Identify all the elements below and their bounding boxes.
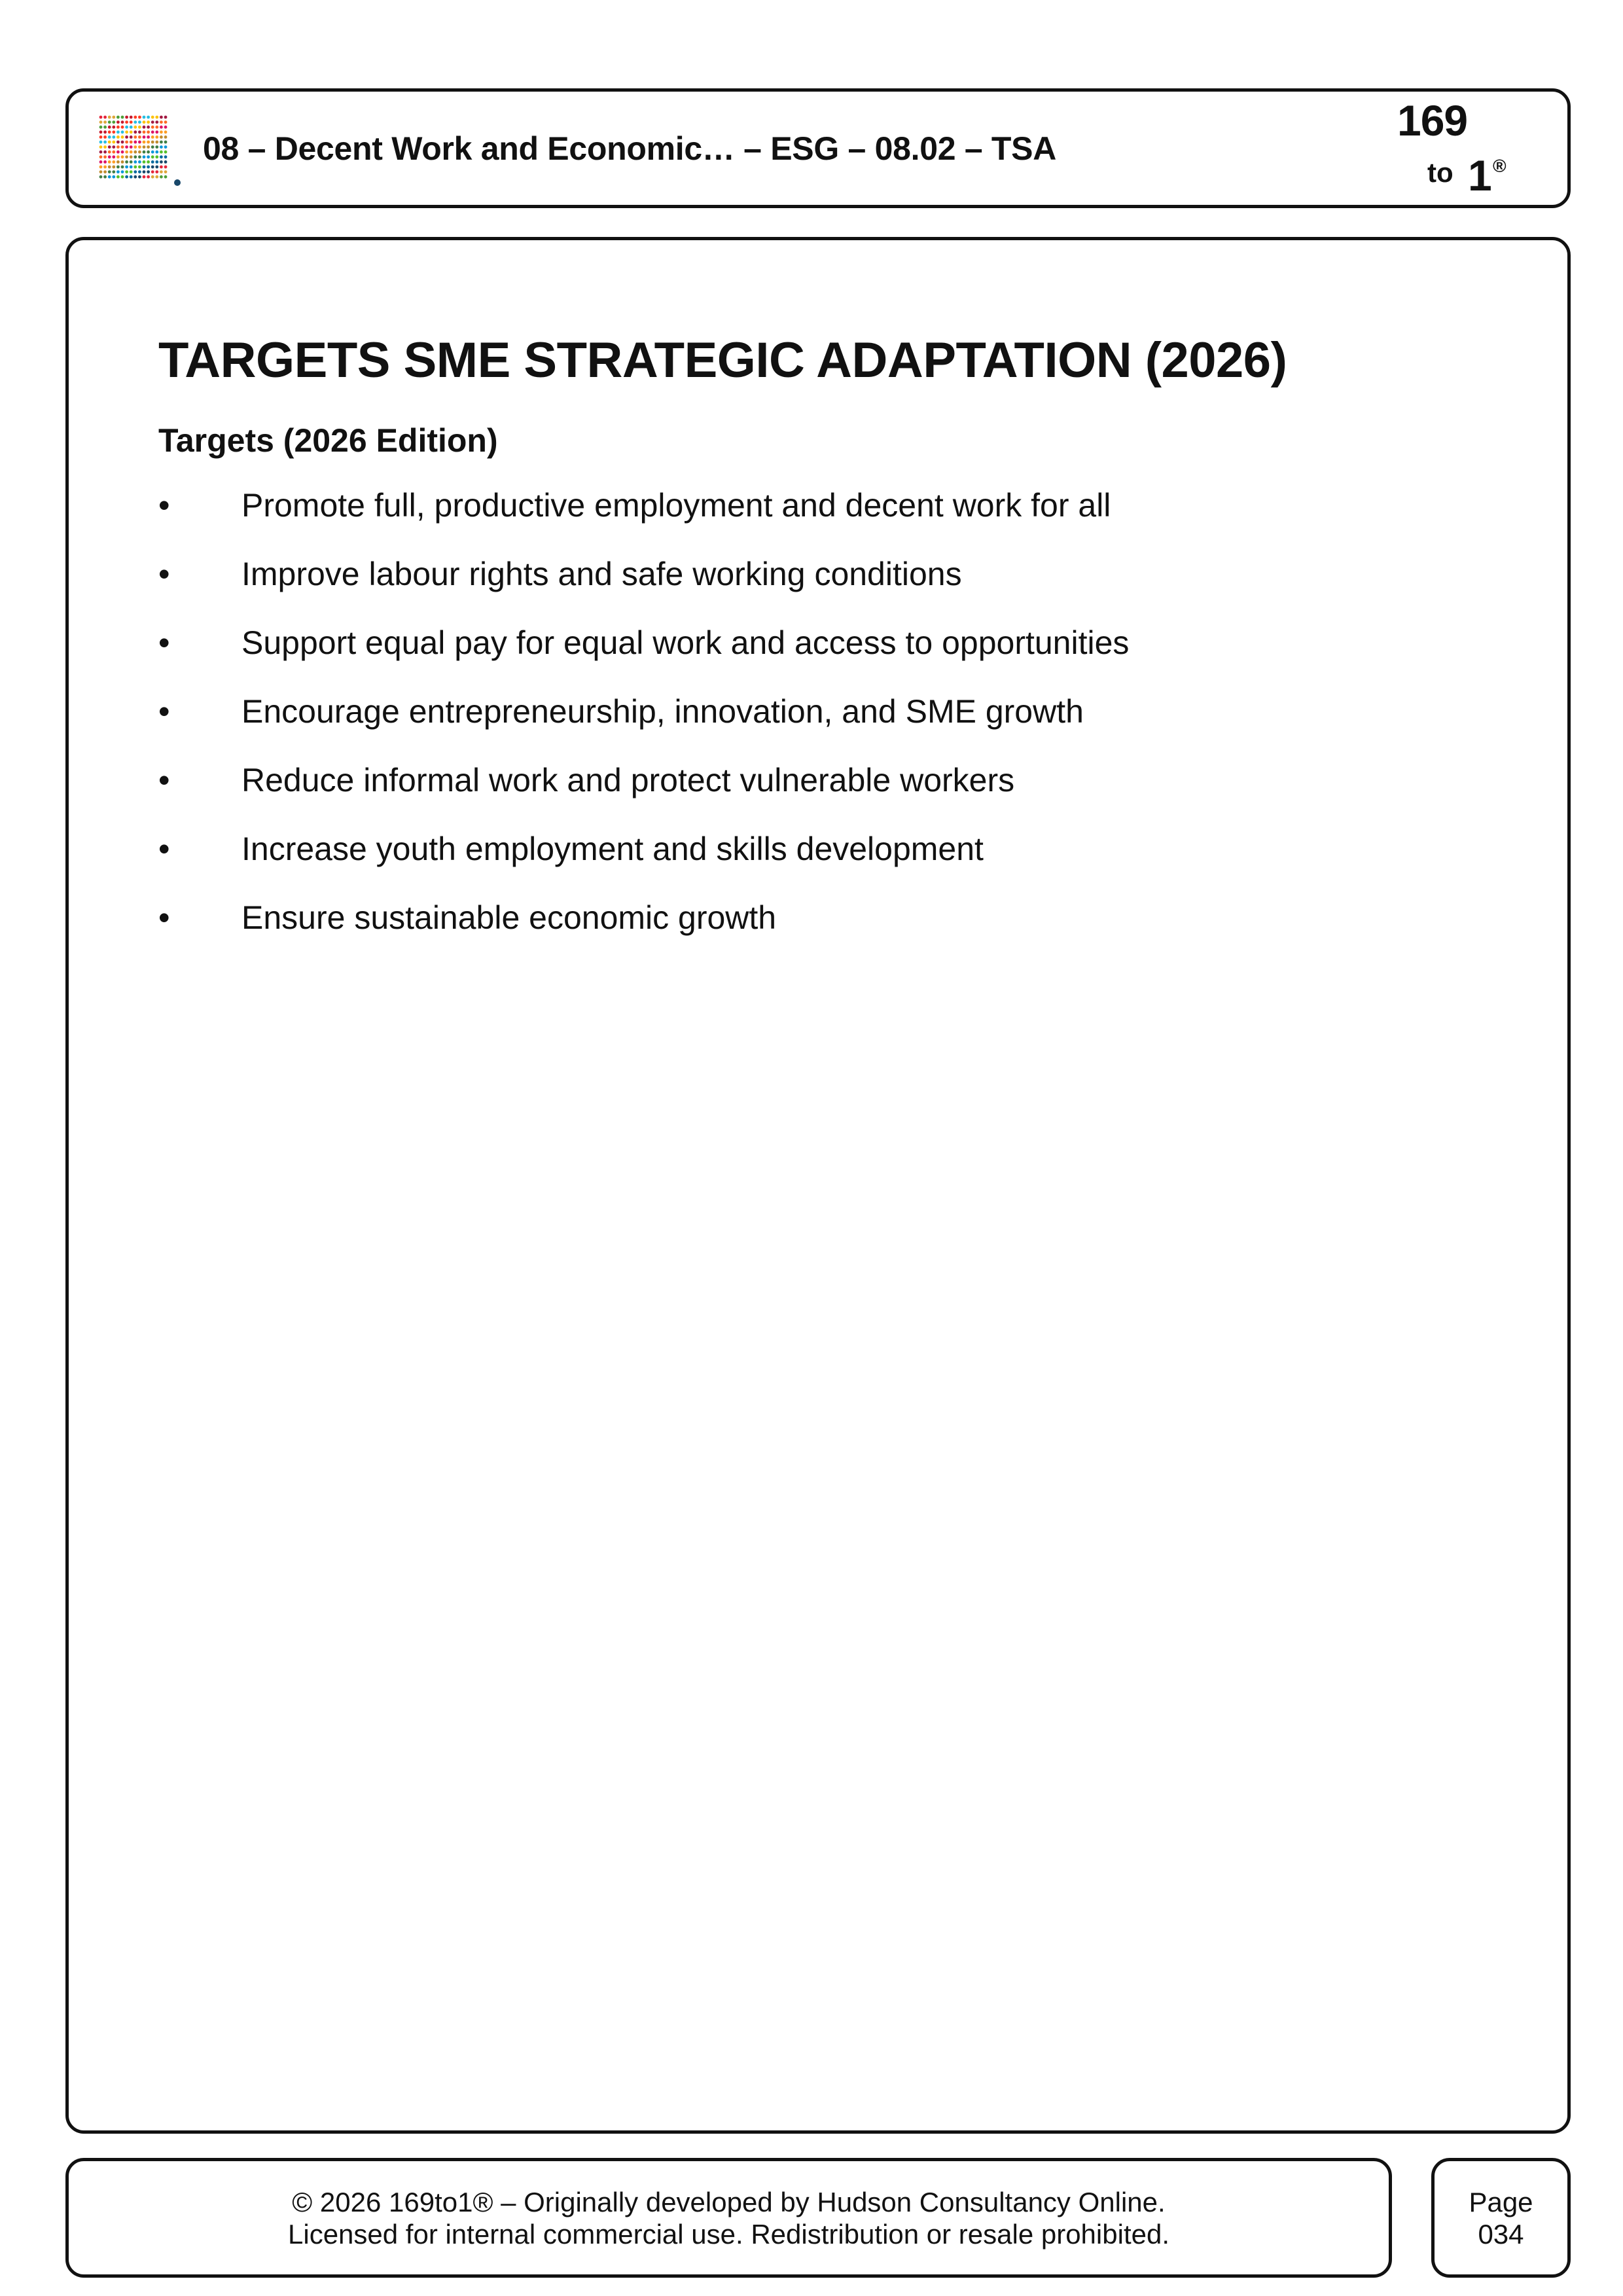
logo-dot — [151, 175, 154, 179]
logo-dot — [130, 120, 133, 124]
logo-dot — [116, 151, 120, 154]
logo-dot — [138, 175, 141, 179]
logo-dot — [155, 160, 158, 164]
logo-dot — [121, 175, 124, 179]
logo-dot — [103, 130, 107, 134]
logo-dot — [155, 145, 158, 149]
logo-dot — [108, 116, 111, 119]
copyright-footer — [65, 2158, 1392, 2278]
logo-dot — [134, 120, 137, 124]
logo-dot — [125, 130, 128, 134]
logo-dot — [103, 155, 107, 158]
logo-dot — [143, 141, 146, 144]
logo-dot — [160, 135, 163, 139]
logo-dot — [164, 160, 168, 164]
logo-dot — [108, 151, 111, 154]
logo-dot — [160, 116, 163, 119]
logo-dot — [130, 126, 133, 129]
target-text: Support equal pay for equal work and access to opportunities — [241, 624, 1130, 661]
logo-dot — [143, 145, 146, 149]
logo-dot — [143, 130, 146, 134]
logo-dot — [155, 116, 158, 119]
logo-dot — [103, 175, 107, 179]
logo-dot — [121, 170, 124, 173]
logo-dot — [125, 166, 128, 169]
logo-dot — [147, 141, 150, 144]
logo-dot — [103, 170, 107, 173]
logo-dot — [160, 166, 163, 169]
target-text: Promote full, productive employment and decent work for all — [241, 487, 1111, 524]
logo-dot — [147, 135, 150, 139]
logo-dot — [134, 135, 137, 139]
logo-dot — [138, 126, 141, 129]
header-title: 08 – Decent Work and Economic… – ESG – 08.02 – TSA — [203, 130, 1057, 167]
logo-dot — [125, 120, 128, 124]
target-text: Encourage entrepreneurship, innovation, and SME growth — [241, 693, 1084, 730]
logo-dot — [151, 160, 154, 164]
logo-dot — [155, 130, 158, 134]
logo-dot — [103, 160, 107, 164]
logo-dot — [121, 126, 124, 129]
logo-dot — [134, 126, 137, 129]
logo-dot — [147, 130, 150, 134]
logo-dot — [116, 145, 120, 149]
footer-line-license: Licensed for internal commercial use. Redistribution or resale prohibited. — [288, 2219, 1169, 2250]
page-number: 034 — [1478, 2219, 1524, 2250]
logo-dot — [138, 155, 141, 158]
logo-dot — [99, 155, 103, 158]
logo-dot — [147, 126, 150, 129]
logo-dot — [147, 166, 150, 169]
bullet: • — [158, 762, 170, 798]
logo-dot — [164, 166, 168, 169]
logo-dot — [112, 166, 115, 169]
logo-dot — [125, 141, 128, 144]
logo-dot — [125, 155, 128, 158]
bullet: • — [158, 831, 170, 867]
logo-dot — [99, 175, 103, 179]
logo-dot — [112, 145, 115, 149]
logo-dot — [164, 126, 168, 129]
brand-registered: ® — [1493, 156, 1507, 176]
target-text: Improve labour rights and safe working conditions — [241, 556, 962, 592]
logo-dot — [160, 145, 163, 149]
logo-dot — [103, 126, 107, 129]
logo-dot — [134, 130, 137, 134]
logo-dot — [125, 135, 128, 139]
logo-dot — [99, 120, 103, 124]
logo-dot — [112, 160, 115, 164]
logo-dot — [112, 135, 115, 139]
logo-dot — [108, 160, 111, 164]
logo-dot — [130, 166, 133, 169]
logo-dot — [143, 175, 146, 179]
logo-dot — [99, 166, 103, 169]
logo-dot — [164, 135, 168, 139]
logo-dot — [138, 166, 141, 169]
logo-dot — [125, 170, 128, 173]
logo-dot — [151, 116, 154, 119]
logo-dot — [138, 130, 141, 134]
logo-dot — [121, 116, 124, 119]
logo-dot — [116, 155, 120, 158]
logo-dot — [155, 170, 158, 173]
logo-dot — [164, 130, 168, 134]
logo-dot — [143, 135, 146, 139]
logo-dot — [151, 120, 154, 124]
logo-dot — [121, 120, 124, 124]
logo-dot — [160, 170, 163, 173]
logo-dot — [147, 170, 150, 173]
target-text: Increase youth employment and skills development — [241, 831, 984, 867]
bullet: • — [158, 899, 170, 936]
logo-dot — [108, 141, 111, 144]
logo-dot — [112, 130, 115, 134]
logo-dot — [138, 116, 141, 119]
section-heading: Targets (2026 Edition) — [158, 422, 498, 459]
logo-dot — [134, 151, 137, 154]
logo-dot — [130, 141, 133, 144]
logo-dot — [108, 175, 111, 179]
logo-dot — [134, 160, 137, 164]
logo-dot — [160, 155, 163, 158]
logo-dot — [116, 130, 120, 134]
logo-dot — [151, 155, 154, 158]
logo-dot — [121, 135, 124, 139]
logo-dot — [116, 170, 120, 173]
logo-dot — [121, 155, 124, 158]
target-text: Reduce informal work and protect vulnerable workers — [241, 762, 1015, 798]
logo-dot — [121, 130, 124, 134]
logo-dot — [116, 120, 120, 124]
logo-dot — [116, 141, 120, 144]
logo-dot — [143, 155, 146, 158]
logo-dot — [116, 116, 120, 119]
logo-dot — [116, 126, 120, 129]
logo-dot — [143, 151, 146, 154]
logo-dot — [155, 175, 158, 179]
logo-dot — [143, 170, 146, 173]
logo-dot — [130, 160, 133, 164]
logo-dot — [99, 126, 103, 129]
logo-dot — [108, 120, 111, 124]
logo-dot — [147, 116, 150, 119]
logo-dot — [160, 151, 163, 154]
page-title: TARGETS SME STRATEGIC ADAPTATION (2026) — [158, 332, 1287, 388]
logo-dot — [151, 135, 154, 139]
logo-dot — [130, 130, 133, 134]
logo-dot — [130, 151, 133, 154]
content-panel — [65, 237, 1571, 2134]
logo-dot — [155, 141, 158, 144]
footer-line-copyright: © 2026 169to1® – Originally developed by Hudson Consultancy Online. — [292, 2187, 1166, 2217]
bullet: • — [158, 487, 170, 524]
logo-dot — [125, 145, 128, 149]
logo-dot — [155, 135, 158, 139]
logo-dot — [125, 151, 128, 154]
dot-grid-logo-icon — [98, 115, 183, 187]
logo-dot — [103, 116, 107, 119]
logo-dot — [138, 145, 141, 149]
logo-dot — [125, 126, 128, 129]
logo-dot — [160, 175, 163, 179]
logo-dot — [134, 116, 137, 119]
logo-dot — [143, 166, 146, 169]
logo-dot — [108, 170, 111, 173]
logo-dot — [155, 166, 158, 169]
logo-dot — [155, 151, 158, 154]
logo-dot — [108, 126, 111, 129]
logo-dot — [164, 151, 168, 154]
bullet: • — [158, 624, 170, 661]
logo-dot — [147, 160, 150, 164]
logo-dot — [99, 141, 103, 144]
logo-dot — [99, 145, 103, 149]
logo-dot — [138, 151, 141, 154]
logo-dot — [143, 120, 146, 124]
logo-dot — [134, 145, 137, 149]
logo-dot — [155, 120, 158, 124]
logo-dot — [99, 116, 103, 119]
document-header — [65, 88, 1571, 208]
logo-dot — [99, 160, 103, 164]
logo-dot — [130, 145, 133, 149]
logo-dot — [108, 155, 111, 158]
logo-dot — [155, 155, 158, 158]
logo-dot — [108, 135, 111, 139]
logo-dot — [160, 120, 163, 124]
logo-dot — [112, 120, 115, 124]
logo-dot — [147, 155, 150, 158]
logo-dot — [112, 116, 115, 119]
logo-dot — [112, 155, 115, 158]
logo-dot — [112, 175, 115, 179]
logo-dot — [116, 135, 120, 139]
logo-dot — [103, 141, 107, 144]
logo-dot — [160, 141, 163, 144]
brand-one: 1 — [1468, 151, 1492, 200]
logo-dot — [103, 135, 107, 139]
logo-dot — [138, 160, 141, 164]
logo-dot — [112, 151, 115, 154]
logo-dot — [138, 141, 141, 144]
logo-dot — [130, 170, 133, 173]
logo-dot — [116, 175, 120, 179]
logo-dot — [134, 166, 137, 169]
logo-dot — [112, 126, 115, 129]
logo-dot — [143, 160, 146, 164]
logo-accent-dot — [174, 179, 181, 186]
brand-to: to — [1427, 157, 1454, 188]
logo-dot — [143, 126, 146, 129]
footer-text — [69, 2186, 1389, 2250]
logo-dot — [103, 120, 107, 124]
logo-dot — [164, 116, 168, 119]
page-label: Page — [1469, 2187, 1533, 2217]
logo-dot — [99, 170, 103, 173]
logo-dot — [99, 130, 103, 134]
logo-dot — [99, 151, 103, 154]
logo-dot — [151, 151, 154, 154]
logo-dot — [138, 170, 141, 173]
logo-dot — [160, 160, 163, 164]
logo-dot — [138, 135, 141, 139]
logo-dot — [121, 160, 124, 164]
logo-dot — [112, 141, 115, 144]
logo-dot — [134, 175, 137, 179]
logo-dot — [134, 141, 137, 144]
logo-dot — [121, 141, 124, 144]
logo-dot — [130, 175, 133, 179]
logo-dot — [125, 175, 128, 179]
logo-dot — [108, 130, 111, 134]
logo-dot — [125, 160, 128, 164]
page-number-box — [1431, 2158, 1571, 2278]
logo-dot — [130, 135, 133, 139]
logo-dot — [164, 145, 168, 149]
brand-mark — [1391, 92, 1522, 211]
logo-dot — [151, 126, 154, 129]
logo-dot — [147, 145, 150, 149]
bullet: • — [158, 556, 170, 592]
logo-dot — [125, 116, 128, 119]
logo-dot — [147, 120, 150, 124]
logo-dot — [116, 166, 120, 169]
logo-dot — [164, 120, 168, 124]
logo-dot — [143, 116, 146, 119]
logo-dot — [121, 166, 124, 169]
logo-dot — [151, 145, 154, 149]
logo-dot — [99, 135, 103, 139]
logo-dot — [108, 145, 111, 149]
logo-dot — [147, 151, 150, 154]
logo-dot — [151, 166, 154, 169]
logo-dot — [164, 141, 168, 144]
logo-dot — [103, 145, 107, 149]
logo-dot — [130, 116, 133, 119]
logo-dot — [164, 175, 168, 179]
logo-dot — [155, 126, 158, 129]
bullet: • — [158, 693, 170, 730]
logo-dot — [130, 155, 133, 158]
logo-dot — [151, 130, 154, 134]
logo-dot — [103, 151, 107, 154]
logo-dot — [151, 170, 154, 173]
logo-dot — [134, 155, 137, 158]
logo-dot — [147, 175, 150, 179]
logo-dot — [134, 170, 137, 173]
target-text: Ensure sustainable economic growth — [241, 899, 777, 936]
logo-dot — [160, 130, 163, 134]
brand-number: 169 — [1397, 96, 1468, 145]
logo-dot — [103, 166, 107, 169]
logo-dot — [160, 126, 163, 129]
logo-dot — [121, 145, 124, 149]
logo-dot — [112, 170, 115, 173]
logo-dot — [151, 141, 154, 144]
page-number-text — [1435, 2186, 1567, 2250]
logo-dot — [164, 155, 168, 158]
logo-dot — [116, 160, 120, 164]
logo-dot — [164, 170, 168, 173]
logo-dot — [108, 166, 111, 169]
logo-dot — [121, 151, 124, 154]
logo-dot — [138, 120, 141, 124]
